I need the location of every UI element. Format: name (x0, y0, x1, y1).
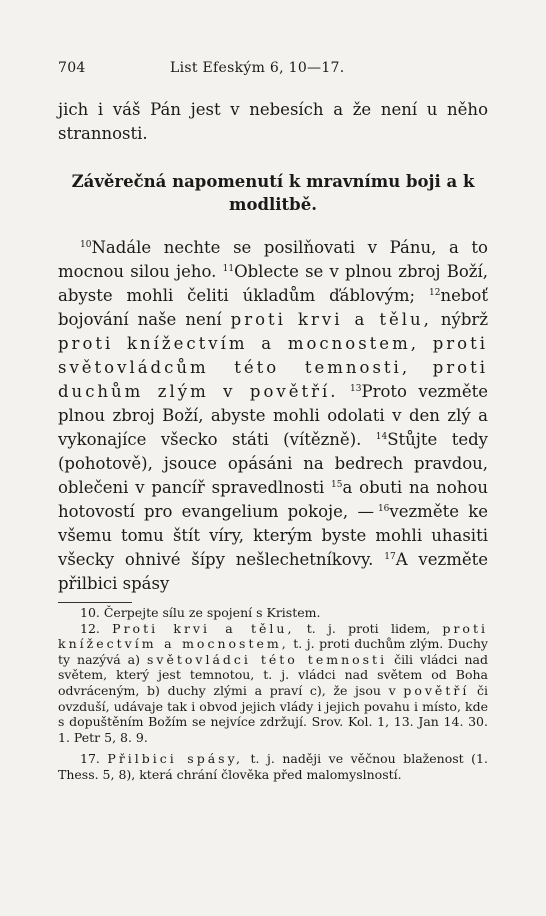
verse-number-10: 10 (80, 240, 92, 250)
footnote-17-lead: 17. (80, 751, 100, 767)
footnote-12-text-4: či ovzduší, udávaje tak i obvod jejich vlády i jejich povahu i místo, kde s dopuštěním Božím se nejvíce zdržují. Srov. Kol. 1, 13. Jan 14. 30. 1. Petr 5, 8. 9. (58, 682, 489, 745)
footnote-17-emphasis: Přilbici spásy, (107, 751, 243, 767)
verse-12-emphasis-3: proti duchům zlým v povětří. (58, 358, 488, 401)
verse-10-text: Nadále nechte se posilňovati v Pánu, a to mocnou silou jeho. (58, 238, 488, 281)
running-header (58, 60, 488, 76)
footnote-12-emphasis-4: povětří (403, 682, 470, 698)
verse-number-11: 11 (222, 264, 235, 274)
verse-16-text: vezměte ke všemu tomu štít víry, kterým byste mohli uhasiti všecky ohnivé šípy nešlechetníkovy. (58, 502, 488, 569)
footnote-12 (58, 621, 488, 746)
verse-12-text-c: nýbrž (440, 310, 489, 329)
verse-13-text: Proto vezměte plnou zbroj Boží, abyste mohli odolati v den zlý a vykonajíce všecko státi (vítězně). (58, 382, 488, 449)
page-number: 704 (58, 60, 86, 76)
verse-12-text-a: neboť bojování naše není (58, 286, 488, 329)
book-page (58, 60, 488, 783)
verse-15-text: a obuti na nohou hotovostí pro evangelium pokoje, (58, 478, 488, 521)
verse-17-text: A vezměte přilbici spásy (58, 550, 488, 593)
continuation-paragraph: jich i váš Pán jest v nebesích a že není u něho strannosti. (58, 100, 488, 143)
verse-11-text: Oblecte se v plnou zbroj Boží, abyste mohli čeliti úkladům ďáblovým; (58, 262, 488, 305)
section-heading: Závěrečná napomenutí k mravnímu boji a k modlitbě. (71, 172, 475, 214)
verse-number-13: 13 (350, 384, 362, 394)
verse-paragraph (58, 236, 488, 596)
footnotes (58, 605, 488, 783)
verse-number-14: 14 (375, 432, 388, 442)
footnote-17-text: t. j. naději ve věčnou blaženost (1. Thess. 5, 8), která chrání člověka před malomyslností. (58, 751, 488, 782)
footnote-10: 10. Čerpejte sílu ze spojení s Kristem. (80, 605, 321, 620)
verse-number-17: 17 (384, 552, 396, 562)
verse-number-12: 12 (429, 288, 441, 298)
footnote-rule (58, 602, 132, 603)
footnote-12-lead: 12. (80, 620, 100, 636)
running-title: List Efeským 6, 10—17. (170, 60, 345, 76)
footnote-12-emphasis-2: proti knížectvím a mocnostem, (58, 620, 488, 652)
footnote-12-emphasis-3: světovládci této temnosti (146, 651, 388, 667)
verse-number-15: 15 (331, 480, 343, 490)
footnote-12-text-1: t. j. proti lidem, (306, 620, 431, 636)
footnote-12-emphasis-1: Proti krvi a tělu, (112, 620, 295, 636)
verse-12-emphasis-1: proti krvi a tělu, (230, 310, 432, 329)
verse-12-emphasis-2: proti knížectvím a mocnostem, proti světovládcům této temnosti, (58, 334, 488, 377)
footnote-17 (58, 751, 488, 782)
footnote-12-text-2: t. j. proti duchům zlým. Duchy ty nazývá a) (58, 636, 488, 667)
em-dash: — (357, 502, 374, 521)
verse-number-16: 16 (377, 504, 390, 514)
footnote-12-text-3: čili vládci nad světem, který jest temnotou, t. j. vládci nad světem od Boha odvráceným, b) duchy zlými a praví c), že jsou v (58, 651, 488, 698)
verse-14-text: Stůjte tedy (pohotově), jsouce opásáni na bedrech pravdou, oblečeni v pancíř spravedlnosti (58, 430, 488, 497)
